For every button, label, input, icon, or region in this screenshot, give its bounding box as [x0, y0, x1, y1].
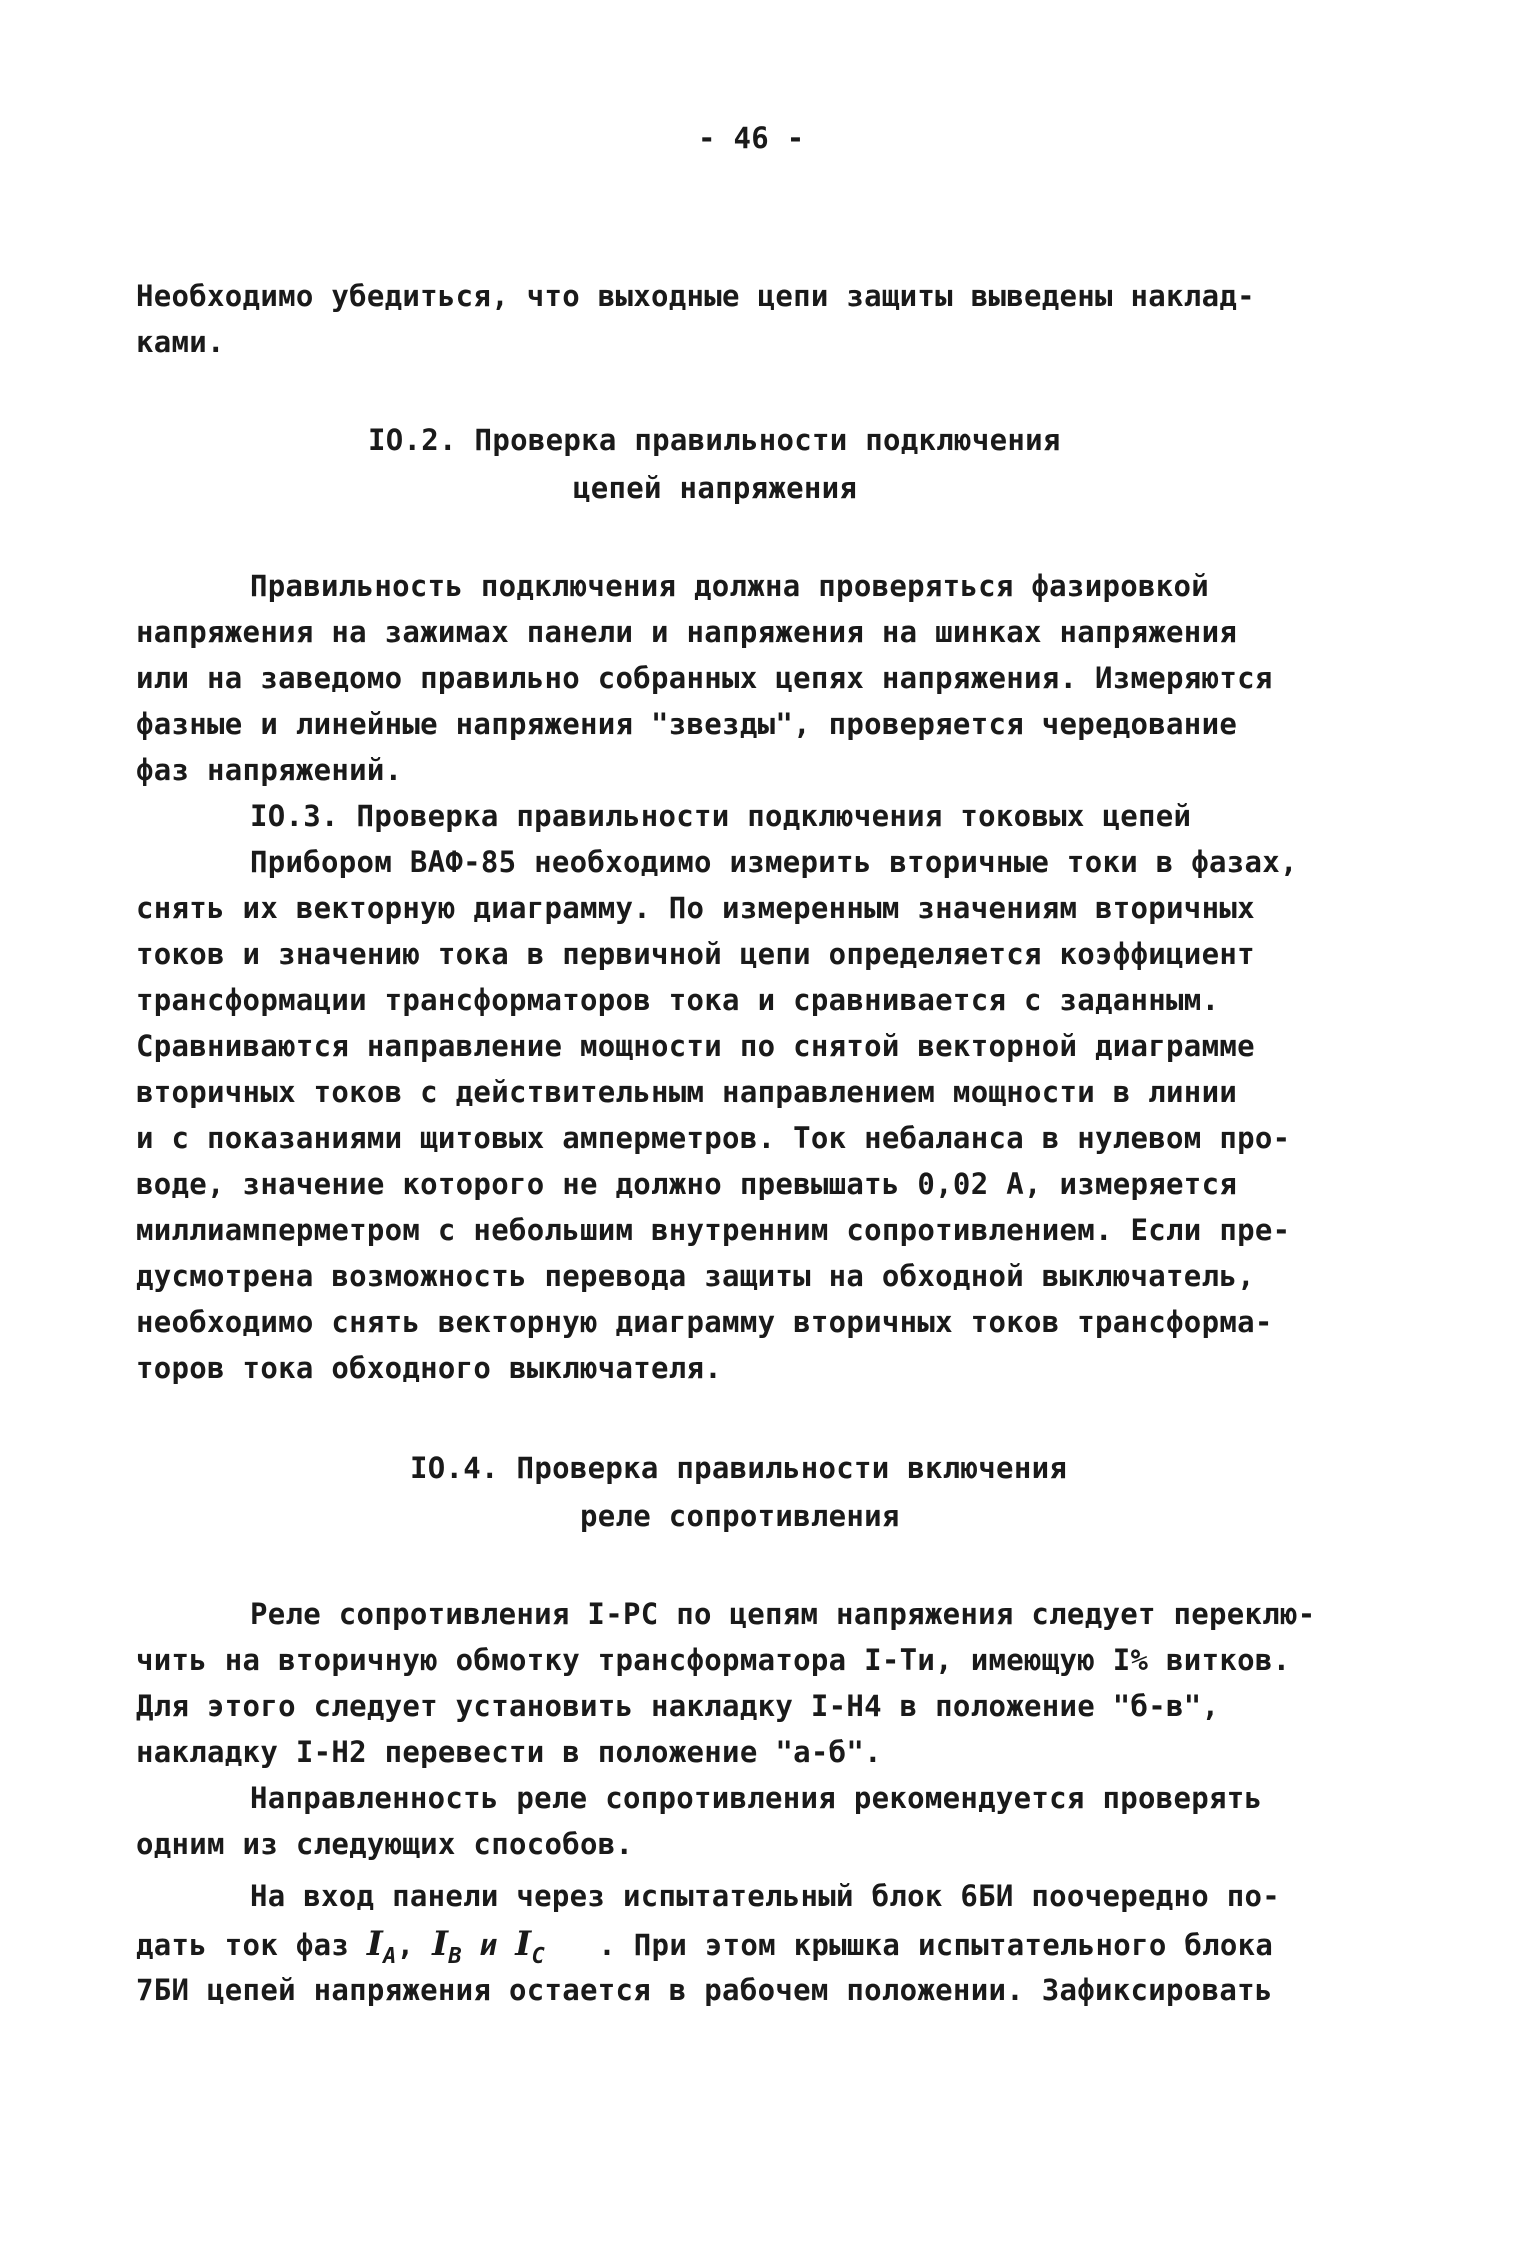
section-10-3-line: вторичных токов с действительным направлением мощности в линии — [136, 1075, 1238, 1109]
section-10-2-line: или на заведомо правильно собранных цепях напряжения. Измеряются — [136, 661, 1273, 695]
section-10-2-line: фаз напряжений. — [136, 753, 403, 787]
section-10-3-line: торов тока обходного выключателя. — [136, 1351, 723, 1385]
section-10-3-line: воде, значение которого не должно превышать 0,02 А, измеряется — [136, 1167, 1238, 1201]
section-10-3-line: трансформации трансформаторов тока и сравнивается с заданным. — [136, 983, 1220, 1017]
phase-outro-text: . При этом крышка испытательного блока — [598, 1928, 1274, 1962]
section-10-4-para3-line-2: дать ток фаз $I_A$, $I_B$ и $I_C$ . При этом крышка испытательного блока — [136, 1924, 1274, 1969]
section-10-4-heading-2: реле сопротивления — [580, 1499, 900, 1533]
section-10-2-line: фазные и линейные напряжения "звезды", проверяется чередование — [136, 707, 1238, 741]
section-10-4-para1-line: чить на вторичную обмотку трансформатора I-Ти, имеющую I% витков. — [136, 1643, 1291, 1677]
section-10-4-para1-line: накладку I-Н2 перевести в положение "а-б". — [136, 1735, 882, 1769]
section-10-3-line: необходимо снять векторную диаграмму вторичных токов трансформа- — [136, 1305, 1273, 1339]
section-10-3-line: дусмотрена возможность перевода защиты на обходной выключатель, — [136, 1259, 1255, 1293]
section-10-3-line: миллиамперметром с небольшим внутренним сопротивлением. Если пре- — [136, 1213, 1291, 1247]
section-10-4-para3-line-1: На вход панели через испытательный блок 6БИ поочередно по- — [250, 1879, 1281, 1913]
section-10-2-heading-1: IO.2. Проверка правильности подключения — [368, 423, 1061, 457]
section-10-4-para1-line: Реле сопротивления I-РС по цепям напряжения следует переклю- — [250, 1597, 1316, 1631]
phase-c-subscript: C — [531, 1944, 545, 1969]
section-10-3-line: Прибором ВАФ-85 необходимо измерить вторичные токи в фазах, — [250, 845, 1298, 879]
section-10-3-line: токов и значению тока в первичной цепи определяется коэффициент — [136, 937, 1255, 971]
section-10-3-heading: IO.3. Проверка правильности подключения токовых цепей — [250, 799, 1192, 833]
section-10-3-line: и с показаниями щитовых амперметров. Ток небаланса в нулевом про- — [136, 1121, 1291, 1155]
section-10-2-heading-2: цепей напряжения — [573, 471, 858, 505]
section-10-4-heading-1: IO.4. Проверка правильности включения — [410, 1451, 1068, 1485]
conjunction-text: и — [479, 1928, 498, 1962]
section-10-3-line: Сравниваются направление мощности по снятой векторной диаграмме — [136, 1029, 1255, 1063]
section-10-4-para2-line: Направленность реле сопротивления рекомендуется проверять — [250, 1781, 1263, 1815]
section-10-3-line: снять их векторную диаграмму. По измеренным значениям вторичных — [136, 891, 1255, 925]
phase-b-subscript: B — [448, 1944, 462, 1969]
section-10-4-para1-line: Для этого следует установить накладку I-Н4 в положение "б-в", — [136, 1689, 1220, 1723]
phase-b-current: I — [432, 1924, 449, 1964]
phase-a-subscript: A — [383, 1944, 397, 1969]
phase-intro-text: дать ток фаз — [136, 1928, 367, 1962]
page-number: - 46 - — [698, 121, 805, 155]
section-10-2-line: Правильность подключения должна проверяться фазировкой — [250, 569, 1210, 603]
section-10-2-line: напряжения на зажимах панели и напряжения на шинках напряжения — [136, 615, 1238, 649]
section-10-4-para2-line: одним из следующих способов. — [136, 1827, 634, 1861]
intro-line-2: ками. — [136, 325, 225, 359]
phase-a-current: I — [366, 1924, 384, 1964]
intro-line-1: Необходимо убедиться, что выходные цепи защиты выведены наклад- — [136, 279, 1255, 313]
phase-c-current: I — [515, 1924, 532, 1964]
section-10-4-para3-line-3: 7БИ цепей напряжения остается в рабочем положении. Зафиксировать — [136, 1973, 1273, 2007]
